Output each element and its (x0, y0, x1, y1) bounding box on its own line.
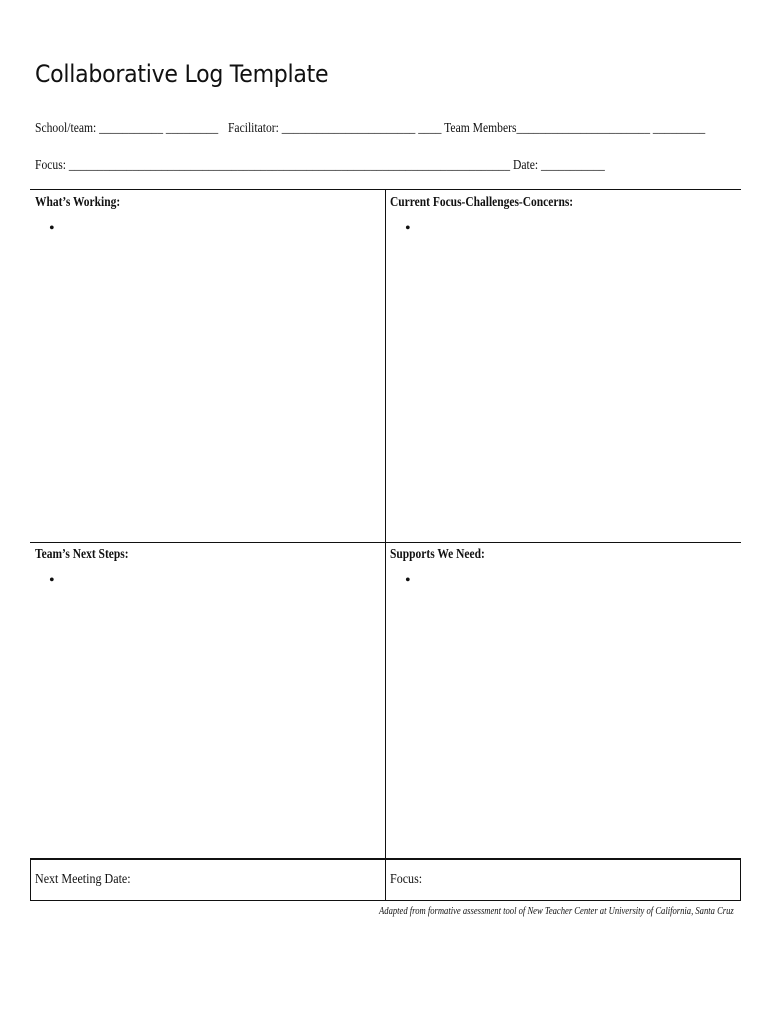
facilitator-field[interactable]: Facilitator: _______________________ ____ (227, 120, 442, 135)
current-focus-label: Current Focus-Challenges-Concerns: (390, 195, 574, 210)
next-meeting-date-field[interactable]: Next Meeting Date: (35, 872, 131, 887)
next-steps-bullet[interactable]: • (49, 572, 55, 589)
whats-working-bullet[interactable]: • (49, 220, 55, 237)
page-title: Collaborative Log Template (35, 60, 329, 88)
school-team-field[interactable]: School/team: ___________ _________ (35, 120, 219, 135)
team-members-field[interactable]: Team Members_______________________ _________ (444, 120, 706, 135)
focus-date-row (35, 157, 605, 173)
grid-bottom-border (30, 900, 741, 901)
focus-field[interactable]: Focus: ____________________________________________________________________________ (35, 157, 511, 172)
header-fields-row (35, 120, 705, 136)
supports-label: Supports We Need: (390, 547, 485, 562)
footer-focus-field[interactable]: Focus: (390, 872, 423, 887)
whats-working-label: What’s Working: (35, 195, 121, 210)
current-focus-bullet[interactable]: • (405, 220, 411, 237)
date-field[interactable]: Date: ___________ (512, 157, 605, 172)
footer-left-border (30, 858, 31, 900)
credit-note: Adapted from formative assessment tool of New Teacher Center at University of California, Santa Cruz (379, 905, 734, 917)
grid-center-divider (385, 189, 386, 900)
next-steps-label: Team’s Next Steps: (35, 547, 129, 562)
log-grid (30, 189, 741, 901)
footer-right-border (740, 858, 741, 900)
supports-bullet[interactable]: • (405, 572, 411, 589)
